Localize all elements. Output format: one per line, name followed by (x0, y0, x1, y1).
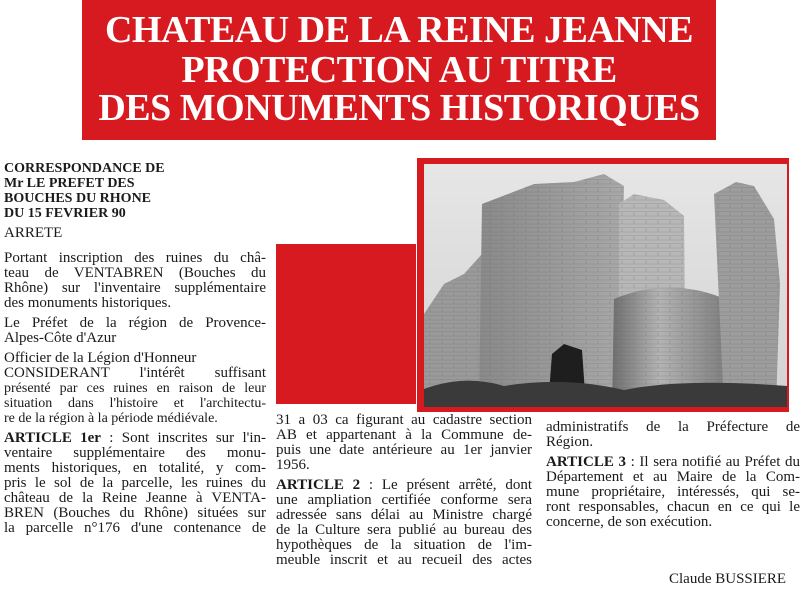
considerant-line: CONSIDERANT l'intérêt suffisant (4, 365, 266, 381)
paragraph-line: des monuments historiques. (4, 295, 172, 311)
article1-line: pris le sol de la parcelle, les ruines du (4, 475, 266, 491)
paragraph-line: Le Préfet de la région de Provence- (4, 315, 266, 331)
article2-line: meuble inscrit et au recueil des actes (276, 552, 532, 568)
article3-line: ront responsables, chacun en ce qui le (546, 499, 800, 515)
title-line-1: CHATEAU DE LA REINE JEANNE (104, 9, 694, 51)
article2-label: ARTICLE 2 (276, 477, 361, 493)
article1-line: ments historiques, en totalité, y com- (4, 460, 266, 476)
paragraph-line: 1956. (276, 457, 310, 473)
article1-line: ventaire supplémentaire des monu- (4, 445, 266, 461)
paragraph-line: Alpes-Côte d'Azur (4, 330, 117, 346)
article1-line: BREN (Bouches du Rhône) situées sur (4, 505, 266, 521)
castle-photo (424, 164, 787, 407)
article1-line: ARTICLE 1er : Sont inscrites sur l'in- (4, 430, 267, 446)
paragraph-line: 31 a 03 ca figurant au cadastre section (276, 412, 532, 428)
article3-label: ARTICLE 3 (546, 454, 626, 470)
column-3 (546, 420, 800, 530)
article3-line: mune propriétaire, intéressés, qui se- (546, 484, 800, 500)
signature: Claude BUSSIERE (669, 571, 787, 587)
article1-label: ARTICLE 1er (4, 430, 101, 446)
article2-line: ARTICLE 2 : Le présent arrêté, dont (276, 477, 532, 493)
considerant-line: présenté par ces ruines en raison de leur (4, 381, 266, 396)
correspondance-heading-line: CORRESPONDANCE DE (4, 161, 165, 176)
correspondance-heading-line: DU 15 FEVRIER 90 (4, 206, 126, 221)
article3-line: Département et au Maire de la Com- (546, 469, 800, 485)
paragraph-line: Région. (546, 434, 594, 450)
paragraph-line: puis une date antérieure au 1er janvier (276, 442, 532, 458)
article1-line: la parcelle n°176 d'une contenance de (4, 520, 266, 536)
title-banner (82, 0, 716, 140)
paragraph-line: Officier de la Légion d'Honneur (4, 350, 197, 366)
column-2 (276, 413, 532, 568)
title-line-3: DES MONUMENTS HISTORIQUES (98, 87, 700, 129)
article1-line: château de la Reine Jeanne à VENTA- (4, 490, 266, 506)
correspondance-heading-line: Mr LE PREFET DES (4, 176, 135, 191)
castle-ruins-image (424, 164, 787, 407)
column-1 (4, 161, 266, 536)
article3-line: concerne, de son exécution. (546, 514, 713, 530)
paragraph-line: Rhône) sur l'inventaire supplémentaire (4, 280, 266, 296)
considerant-line: situation dans l'histoire et l'architectu- (4, 396, 266, 411)
article2-line: une ampliation certifiée conforme sera (276, 492, 532, 508)
paragraph-line: teau de VENTABREN (Bouches du (4, 265, 266, 281)
article2-line: adressée sans délai au Ministre chargé (276, 507, 532, 523)
arrete-label: ARRETE (4, 225, 63, 241)
red-accent-block (276, 244, 416, 404)
article2-line: de la Culture sera publié au bureau des (276, 522, 532, 538)
title-line-2: PROTECTION AU TITRE (181, 49, 617, 91)
paragraph-line: Portant inscription des ruines du châ- (4, 250, 266, 266)
paragraph-line: AB et appartenant à la Commune de- (276, 427, 532, 443)
article2-line: hypothèques de la situation de l'im- (276, 537, 532, 553)
paragraph-line: administratifs de la Préfecture de (546, 419, 800, 435)
article3-line: ARTICLE 3 : Il sera notifié au Préfet du (546, 454, 801, 470)
correspondance-heading-line: BOUCHES DU RHONE (4, 191, 152, 206)
considerant-line: re de la région à la période médiévale. (4, 411, 218, 426)
